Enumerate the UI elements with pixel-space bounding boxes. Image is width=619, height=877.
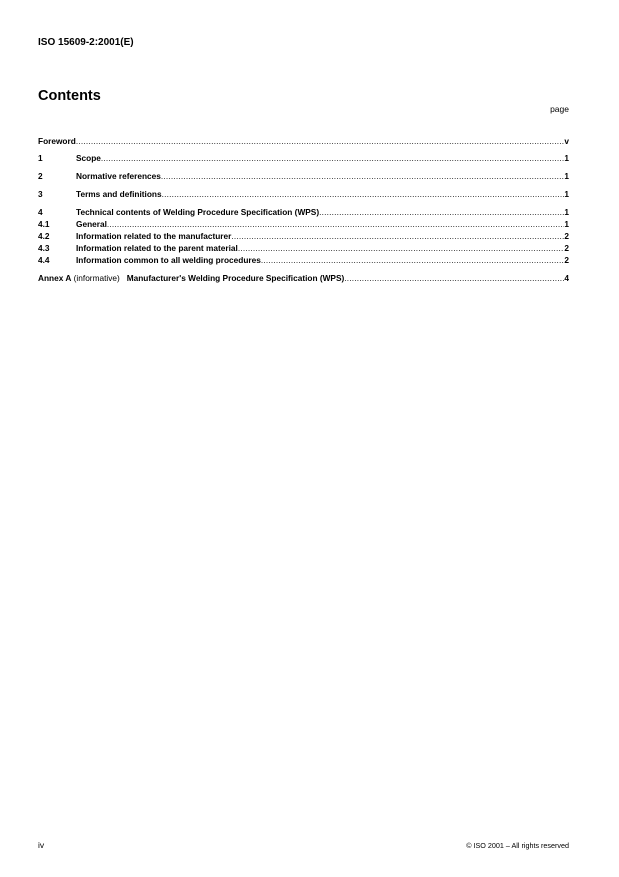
dot-leader	[101, 153, 564, 164]
toc-entry-number: 4.4	[38, 255, 50, 265]
toc-entry-title: Information common to all welding procedures	[76, 255, 261, 265]
toc-entry-title: Scope	[76, 153, 101, 163]
toc-entry-page: 1	[564, 153, 569, 163]
dot-leader	[344, 273, 564, 284]
annex-qualifier: (informative)	[71, 273, 127, 283]
dot-leader	[261, 255, 565, 266]
toc-entry-common-info[interactable]	[38, 255, 569, 266]
page-column-label: page	[550, 104, 569, 114]
toc-entry-title: Information related to the manufacturer	[76, 231, 232, 241]
toc-entry-title: Terms and definitions	[76, 189, 162, 199]
toc-entry-annex-a[interactable]	[38, 273, 569, 284]
footer-page-number: iv	[38, 840, 45, 850]
dot-leader	[107, 219, 564, 230]
toc-entry-parent-material-info[interactable]	[38, 243, 569, 254]
toc-entry-number: 4.1	[38, 219, 50, 229]
annex-title: Manufacturer's Welding Procedure Specification (WPS)	[126, 273, 345, 283]
dot-leader	[319, 207, 564, 218]
toc-entry-scope[interactable]	[38, 153, 569, 164]
dot-leader	[162, 189, 565, 200]
toc-entry-number: 4	[38, 207, 43, 217]
annex-label: Annex A	[38, 273, 72, 283]
toc-entry-page: 1	[564, 171, 569, 181]
toc-entry-page: 1	[564, 219, 569, 229]
toc-entry-page: 2	[564, 255, 569, 265]
toc-entry-number: 1	[38, 153, 43, 163]
toc-entry-normative-references[interactable]	[38, 171, 569, 182]
toc-entry-number: 4.3	[38, 243, 50, 253]
document-id: ISO 15609-2:2001(E)	[38, 37, 134, 48]
toc-entry-title	[38, 273, 344, 284]
footer-copyright: © ISO 2001 – All rights reserved	[466, 841, 569, 850]
toc-entry-number: 2	[38, 171, 43, 181]
toc-entry-number: 3	[38, 189, 43, 199]
toc-entry-general[interactable]	[38, 219, 569, 230]
toc-entry-title: Normative references	[76, 171, 161, 181]
toc-entry-title: Information related to the parent material	[76, 243, 238, 253]
dot-leader	[231, 231, 564, 242]
toc-entry-page: 2	[564, 243, 569, 253]
toc-entry-technical-contents[interactable]	[38, 207, 569, 218]
toc-entry-page: v	[564, 136, 569, 146]
toc-entry-title: Technical contents of Welding Procedure Specification (WPS)	[76, 207, 320, 217]
toc-entry-page: 2	[564, 231, 569, 241]
toc-entry-title: Foreword	[38, 136, 76, 146]
toc-entry-page: 1	[564, 207, 569, 217]
toc-entry-manufacturer-info[interactable]	[38, 231, 569, 242]
toc-entry-terms-definitions[interactable]	[38, 189, 569, 200]
toc-entry-foreword[interactable]	[38, 136, 569, 147]
toc-entry-page: 1	[564, 189, 569, 199]
toc-entry-page: 4	[564, 273, 569, 283]
toc-entry-title: General	[76, 219, 107, 229]
dot-leader	[76, 136, 565, 147]
toc-entry-number: 4.2	[38, 231, 50, 241]
dot-leader	[161, 171, 565, 182]
contents-heading: Contents	[38, 88, 101, 104]
dot-leader	[238, 243, 565, 254]
